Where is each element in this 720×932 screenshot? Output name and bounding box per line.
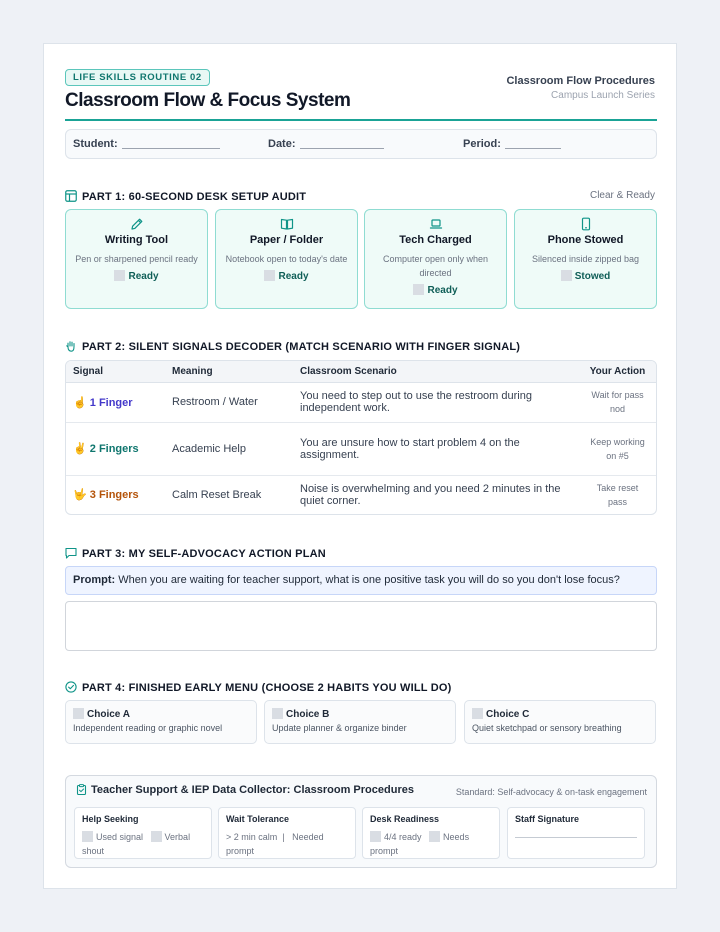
ready-checkbox[interactable]: Ready (365, 284, 506, 296)
ready-checkbox[interactable]: Ready (66, 270, 207, 282)
student-info-bar (65, 129, 657, 159)
desk-card-tech-charged: Tech Charged Computer open only when directed Ready (364, 209, 507, 309)
prompt-box: Prompt: When you are waiting for teacher support, what is one positive task you will do so you don't lose focus? (65, 566, 657, 595)
checkbox-square[interactable] (472, 708, 483, 719)
teacher-section-title: Teacher Support & IEP Data Collector: Classroom Procedures (76, 784, 414, 796)
checkbox-square[interactable] (264, 270, 275, 281)
header-divider (65, 119, 657, 121)
series-title: Classroom Flow Procedures (506, 75, 655, 87)
desk-readiness-box: Desk Readiness 4/4 ready Needs prompt (362, 807, 500, 859)
col-scenario: Classroom Scenario (293, 361, 579, 382)
checkbox-square[interactable] (413, 284, 424, 295)
choice-a-card[interactable]: Choice A Independent reading or graphic novel (65, 700, 257, 744)
table-row: 🤟 3 Fingers Calm Reset Break Noise is overwhelming and you need 2 minutes in the quiet corner. Take reset pass (66, 475, 656, 514)
routine-badge: LIFE SKILLS ROUTINE 02 (65, 69, 210, 86)
checkbox-square[interactable] (151, 831, 162, 842)
checkbox-square[interactable] (370, 831, 381, 842)
help-seeking-box: Help Seeking Used signal Verbal shout (74, 807, 212, 859)
desk-card-phone-stowed: Phone Stowed Silenced inside zipped bag Stowed (514, 209, 657, 309)
part4-heading: PART 4: FINISHED EARLY MENU (CHOOSE 2 HABITS YOU WILL DO) (65, 681, 452, 694)
answer-field[interactable] (65, 601, 657, 651)
table-row: ✌ 2 Fingers Academic Help You are unsure how to start problem 4 on the assignment. Keep working on #5 (66, 422, 656, 475)
col-action: Your Action (579, 361, 656, 382)
page-title: Classroom Flow & Focus System (65, 90, 351, 111)
date-field[interactable]: Date: (268, 138, 384, 150)
checkbox-square[interactable] (73, 708, 84, 719)
checkbox-square[interactable] (272, 708, 283, 719)
checkbox-square[interactable] (114, 270, 125, 281)
col-signal: Signal (66, 361, 165, 382)
col-meaning: Meaning (165, 361, 293, 382)
checkbox-square[interactable] (429, 831, 440, 842)
desk-card-writing-tool: Writing Tool Pen or sharpened pencil ready Ready (65, 209, 208, 309)
three-fingers-icon: 🤟 (73, 489, 87, 502)
hand-icon (65, 340, 77, 352)
part1-heading: PART 1: 60-SECOND DESK SETUP AUDIT (65, 190, 306, 203)
staff-signature-box[interactable]: Staff Signature (507, 807, 645, 859)
phone-icon (579, 217, 593, 231)
signature-line (515, 837, 637, 838)
one-finger-icon: ☝ (73, 396, 87, 409)
choice-b-card[interactable]: Choice B Update planner & organize binder (264, 700, 456, 744)
standard-note: Standard: Self-advocacy & on-task engagement (455, 787, 647, 797)
student-field[interactable]: Student: (73, 138, 220, 150)
pencil-icon (130, 217, 144, 231)
desk-card-paper-folder: Paper / Folder Notebook open to today's date Ready (215, 209, 358, 309)
part3-heading: PART 3: MY SELF-ADVOCACY ACTION PLAN (65, 547, 326, 560)
check-circle-icon (65, 681, 77, 693)
stowed-checkbox[interactable]: Stowed (515, 270, 656, 282)
choice-c-card[interactable]: Choice C Quiet sketchpad or sensory breathing (464, 700, 656, 744)
checkbox-square[interactable] (82, 831, 93, 842)
two-fingers-icon: ✌ (73, 443, 87, 455)
part2-heading: PART 2: SILENT SIGNALS DECODER (MATCH SCENARIO WITH FINGER SIGNAL) (65, 340, 520, 353)
wait-tolerance-box: Wait Tolerance > 2 min calm | Needed prompt (218, 807, 356, 859)
clipboard-icon (76, 784, 87, 795)
teacher-data-collector (65, 775, 657, 868)
layout-icon (65, 190, 77, 202)
period-field[interactable]: Period: (463, 138, 561, 150)
series-subtitle: Campus Launch Series (551, 90, 655, 101)
chat-icon (65, 547, 77, 559)
worksheet-page (43, 43, 677, 889)
ready-checkbox[interactable]: Ready (216, 270, 357, 282)
laptop-icon (429, 217, 443, 231)
signals-table (65, 360, 657, 515)
table-row: ☝ 1 Finger Restroom / Water You need to step out to use the restroom during independent work. Wait for pass nod (66, 382, 656, 422)
checkbox-square[interactable] (561, 270, 572, 281)
part1-note: Clear & Ready (589, 190, 655, 201)
table-header-row (66, 361, 656, 382)
book-icon (280, 217, 294, 231)
